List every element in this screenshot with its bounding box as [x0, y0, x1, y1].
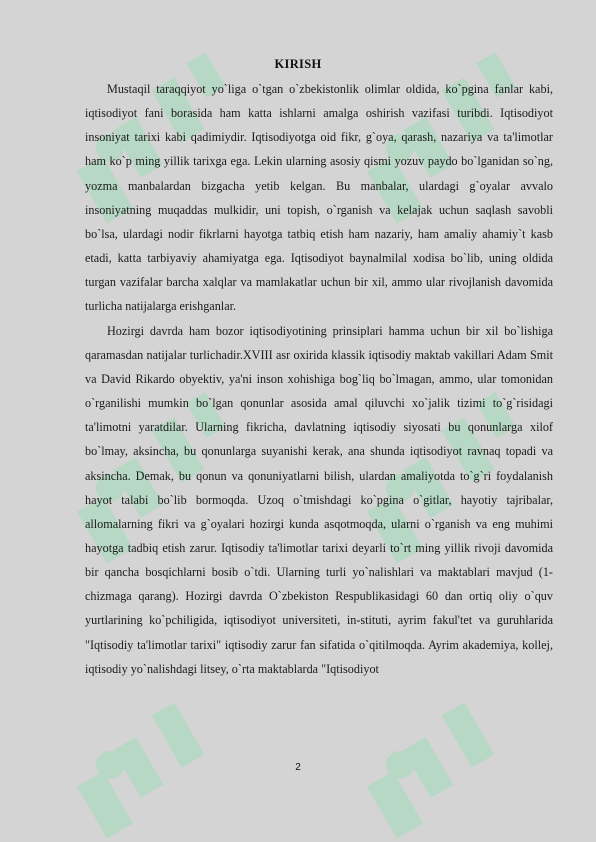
paragraph: Hozirgi davrda ham bozor iqtisodiyotining prinsiplari hamma uchun bir xil bo`lishiga qaramasdan natijalar turlichadir.XVIII asr oxirida klassik iqtisodiy maktab vakillari Adam Smit va David Rikardo obyektiv, ya'ni inson xohishiga bog`liq bo`lmagan, ammo, ular tomonidan o`rganilishi mumkin bo`lgan qonunlar asosida amal qiluvchi xo`jalik tizimi to`g`risidagi ta'limotni yaratdilar. Ularning fikricha, davlatning iqtisodiy siyosati bu qonunlarga xilof bo`lmay, aksincha, bu qonunlarga suyanishi kerak, ana shunda iqtisodiyot ravnaq topadi va aksincha. Demak, bu qonun va qonuniyatlarni bilish, ulardan amaliyotda to`g`ri foydalanish hayot talabi bo`lib bormoqda. Uzoq o`tmishdagi ko`pgina o`gitlar, hayotiy tajribalar, allomalarning fikri va g`oyalari hozirgi kunda asqotmoqda, ularni o`rganish va eng muhimi hayotga tadbiq etish zarur. Iqtisodiy ta'limotlar tarixi deyarli to`rt ming yillik rivoji davomida bir qancha bosqichlarni bosib o`tdi. Ularning turli yo`nalishlari va maktablari mavjud (1-chizmaga qarang). Hozirgi davrda O`zbekiston Respublikasidagi 60 dan ortiq oliy o`quv yurtlarining ko`pchiligida, iqtisodiyot universiteti, in-stituti, ayrim fakul'tet va guruhlarida "Iqtisodiy ta'limotlar tarixi" iqtisodiy zarur fan sifatida o`qitilmoqda. Ayrim akademiya, kollej, iqtisodiy yo`nalishdagi litsey, o`rta maktablarda "Iqtisodiyot [85, 323, 553, 676]
paragraph: Mustaqil taraqqiyot yo`liga o`tgan o`zbekistonlik olimlar oldida, ko`pgina fanlar kabi, iqtisodiyot fani borasida ham katta ishlarni amalga oshirish vazifasi turibdi. Iqtisodiyot insoniyat tarixi kabi qadimiydir. Iqtisodiyotga oid fikr, g`oya, qarash, nazariya va ta'limotlar ham ko`p ming yillik tarixga ega. Lekin ularning asosiy qismi yozuv paydo bo`lganidan so`ng, yozma manbalardan bizgacha yetib kelgan. Bu manbalar, ulardagi g`oyalar avvalo insoniyatning muqaddas mulkidir, uni topish, o`rganish va kelajak uchun saqlash savobli bo`lsa, ulardagi nodir fikrlarni hayotga tatbiq etish ham nazariy, ham amaliy ahamiy`t kasb etadi, katta tarbiyaviy ahamiyatga ega. Iqtisodiyot baynalmilal xodisa bo`lib, uning oldida turgan vazifalar barcha xalqlar va mamlakatlar uchun bir xil, ammo ular rivojlanish davomida turlicha natijalarga erishganlar. [85, 82, 553, 314]
page-title: KIRISH [274, 57, 322, 71]
page-number: 2 [295, 762, 301, 773]
document-body [85, 77, 553, 681]
